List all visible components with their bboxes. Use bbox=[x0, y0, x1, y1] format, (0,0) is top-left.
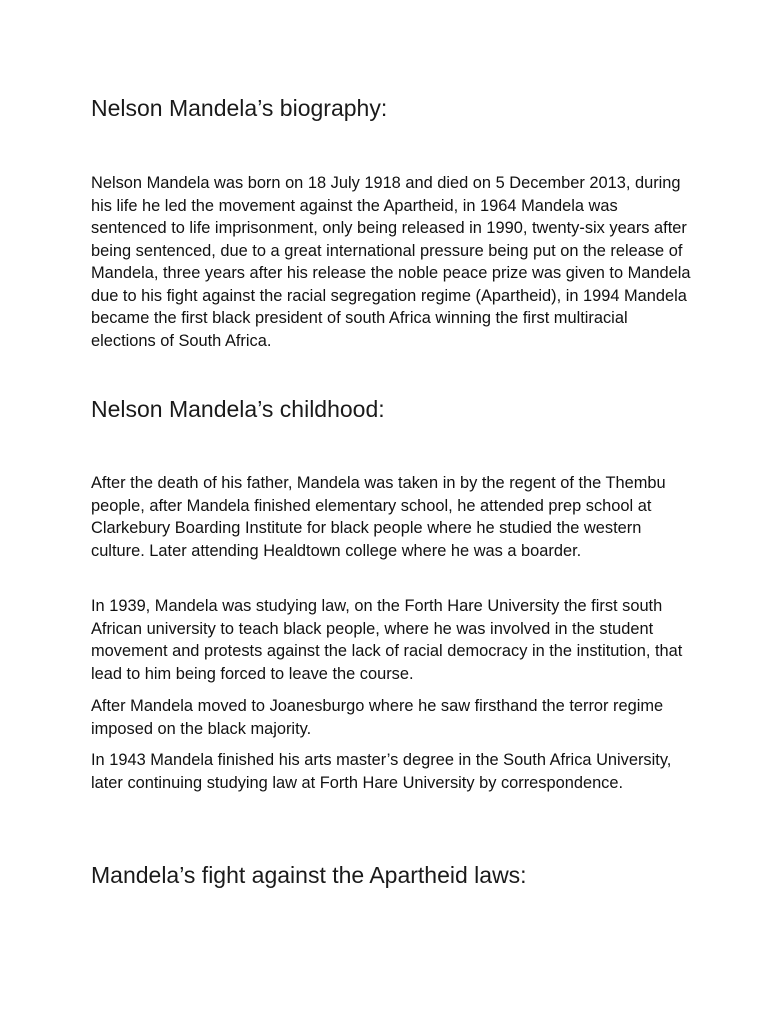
section-heading-childhood: Nelson Mandela’s childhood: bbox=[91, 396, 385, 422]
childhood-paragraph-2: In 1939, Mandela was studying law, on the Forth Hare University the first south African university to teach black people, where he was involved in the student movement and protests against the lack of racial democracy in the institution, that lead to him being forced to leave the course. bbox=[91, 597, 683, 683]
section-heading-apartheid-fight: Mandela’s fight against the Apartheid laws: bbox=[91, 862, 527, 888]
childhood-paragraph-1: After the death of his father, Mandela was taken in by the regent of the Thembu people, after Mandela finished elementary school, he attended prep school at Clarkebury Boarding Institute for black people where he studied the western culture. Later attending Healdtown college where he was a boarder. bbox=[91, 474, 666, 560]
childhood-paragraph-4: In 1943 Mandela finished his arts master’s degree in the South Africa University, later continuing studying law at Forth Hare University by correspondence. bbox=[91, 751, 672, 792]
biography-paragraph: Nelson Mandela was born on 18 July 1918 and died on 5 December 2013, during his life he led the movement against the Apartheid, in 1964 Mandela was sentenced to life imprisonment, only being released in 1990, twenty-six years after being sentenced, due to a great international pressure being put on the release of Mandela, three years after his release the noble peace prize was given to Mandela due to his fight against the racial segregation regime (Apartheid), in 1994 Mandela became the first black president of south Africa winning the first multiracial elections of South Africa. bbox=[91, 174, 691, 350]
childhood-paragraph-3: After Mandela moved to Joanesburgo where he saw firsthand the terror regime imposed on the black majority. bbox=[91, 697, 664, 738]
section-heading-biography: Nelson Mandela’s biography: bbox=[91, 95, 388, 121]
